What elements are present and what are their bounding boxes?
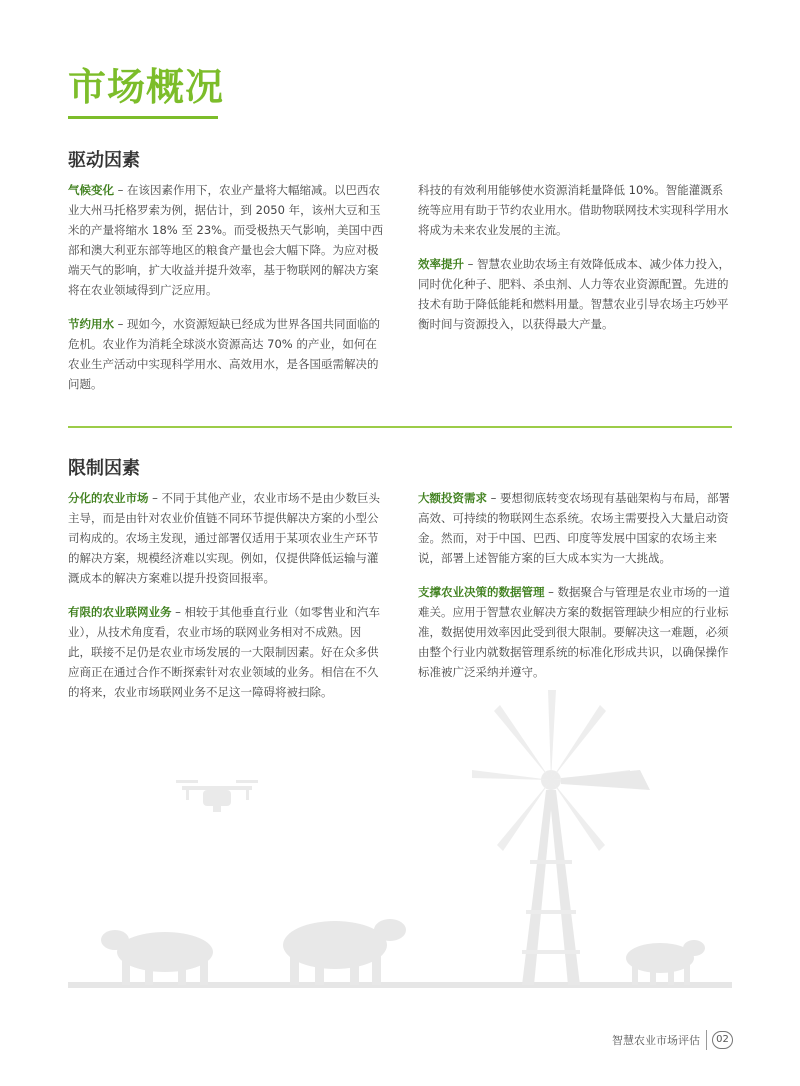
cow-icon <box>626 940 705 985</box>
windmill-icon <box>472 690 650 985</box>
term-label: 分化的农业市场 <box>68 491 149 505</box>
paragraph-efficiency <box>418 254 734 334</box>
paragraph-water-continued <box>418 180 734 240</box>
constraints-heading: 限制因素 <box>68 458 140 479</box>
constraints-right-column <box>418 488 734 696</box>
drone-icon <box>176 780 258 812</box>
term-label: 节约用水 <box>68 317 114 331</box>
drivers-right-column <box>418 180 734 348</box>
term-label: 大额投资需求 <box>418 491 487 505</box>
paragraph-text: – 不同于其他产业，农业市场不是由少数巨头主导，而是由针对农业价值链不同环节提供解决方案的小型公司构成的。农场主发现，通过部署仅适用于某项农业生产环节的解决方案，规模经济难以实现。例如，仅提供降低运输与灌溉成本的解决方案难以提升投资回报率。 <box>68 491 381 585</box>
paragraph-investment-needs <box>418 488 734 568</box>
drivers-left-column <box>68 180 384 408</box>
cow-icon <box>101 930 213 985</box>
title-underline <box>68 116 218 119</box>
term-label: 有限的农业联网业务 <box>68 605 172 619</box>
page-title: 市场概况 <box>68 65 225 109</box>
page-number: 02 <box>712 1031 733 1049</box>
paragraph-text: – 在该因素作用下，农业产量将大幅缩减。以巴西农业大州马托格罗索为例，据估计，到 2050 年，该州大豆和玉米的产量将缩水 18% 至 23%。而受极热天气影响，美国中西部和澳大利亚东部等地区的粮食产量也会大幅下降。为应对极端天气的影响，扩大收益并提升效率，基于物联网的解决方案将在农业领域得到广泛应用。 <box>68 183 384 297</box>
paragraph-text: – 智慧农业助农场主有效降低成本、减少体力投入，同时优化种子、肥料、杀虫剂、人力等农业资源配置。先进的技术有助于降低能耗和燃料用量。智慧农业引导农场主巧妙平衡时间与资源投入，以获得最大产量。 <box>418 257 731 331</box>
drivers-heading: 驱动因素 <box>68 150 140 171</box>
paragraph-limited-connectivity <box>68 602 384 702</box>
ground-strip <box>68 982 732 988</box>
paragraph-text: – 数据聚合与管理是农业市场的一道难关。应用于智慧农业解决方案的数据管理缺少相应的行业标准，数据使用效率因此受到很大限制。要解决这一难题，必须由整个行业内就数据管理系统的标准化形成共识，以确保操作标准被广泛采纳并遵守。 <box>418 585 731 679</box>
paragraph-text: 科技的有效利用能够使水资源消耗量降低 10%。智能灌溉系统等应用有助于节约农业用水。借助物联网技术实现科学用水将成为未来农业发展的主流。 <box>418 183 729 237</box>
term-label: 效率提升 <box>418 257 464 271</box>
paragraph-data-management <box>418 582 734 682</box>
footer-label: 智慧农业市场评估 <box>612 1034 700 1047</box>
section-divider <box>68 426 732 428</box>
paragraph-climate-change <box>68 180 384 300</box>
paragraph-text: – 要想彻底转变农场现有基础架构与布局，部署高效、可持续的物联网生态系统。农场主需要投入大量启动资金。然而，对于中国、巴西、印度等发展中国家的农场主来说，部署上述智能方案的巨大成本实为一大挑战。 <box>418 491 731 565</box>
term-label: 气候变化 <box>68 183 114 197</box>
footer-separator <box>706 1030 707 1050</box>
paragraph-fragmented-market <box>68 488 384 588</box>
paragraph-text: – 现如今，水资源短缺已经成为世界各国共同面临的危机。农业作为消耗全球淡水资源高达 70% 的产业，如何在农业生产活动中实现科学用水、高效用水，是各国亟需解决的问题。 <box>68 317 381 391</box>
constraints-left-column <box>68 488 384 716</box>
cow-icon <box>283 919 406 985</box>
paragraph-water-saving <box>68 314 384 394</box>
term-label: 支撑农业决策的数据管理 <box>418 585 545 599</box>
paragraph-text: – 相较于其他垂直行业（如零售业和汽车业），从技术角度看，农业市场的联网业务相对不成熟。因此，联接不足仍是农业市场发展的一大限制因素。好在众多供应商正在通过合作不断探索针对农业领域的业务。相信在不久的将来，农业市场联网业务不足这一障碍将被扫除。 <box>68 605 381 699</box>
